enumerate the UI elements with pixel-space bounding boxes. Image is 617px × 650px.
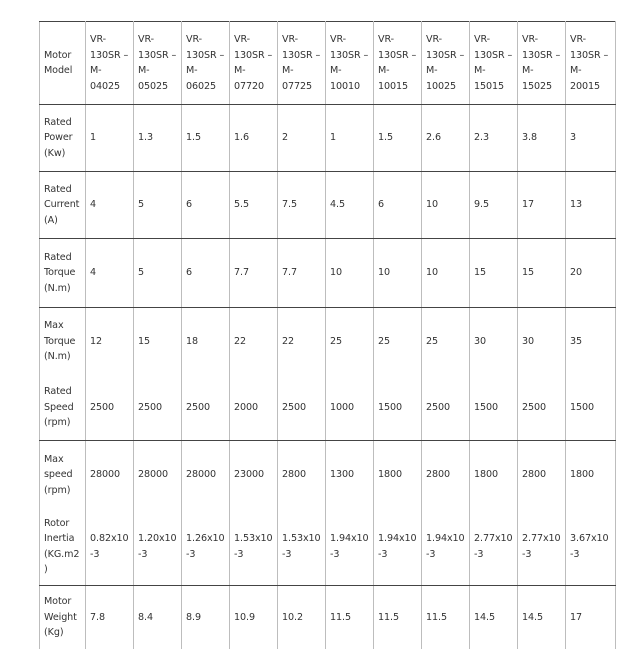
row-label-cell xyxy=(40,239,86,308)
model-header-cell-text: VR- 130SR – M- 10010 xyxy=(330,34,369,92)
value-cell xyxy=(230,441,278,509)
value-cell xyxy=(182,308,230,375)
value-cell xyxy=(230,586,278,649)
row-label-cell-text: Motor Weight (Kg) xyxy=(44,596,77,638)
row-label-cell xyxy=(40,441,86,509)
value-cell xyxy=(182,172,230,239)
value-cell xyxy=(422,172,470,239)
value-cell xyxy=(86,375,134,441)
value-cell xyxy=(230,308,278,375)
model-header-cell-text: VR- 130SR – M- 05025 xyxy=(138,34,177,92)
row-rated-current xyxy=(40,172,616,239)
row-label-cell xyxy=(40,586,86,649)
motor-spec-table xyxy=(39,21,616,649)
value-cell-text: 7.7 xyxy=(234,267,249,279)
value-cell xyxy=(278,586,326,649)
value-cell-text: 1.53x10 -3 xyxy=(234,533,273,560)
value-cell-text: 1.26x10 -3 xyxy=(186,533,225,560)
value-cell-text: 10 xyxy=(378,267,391,279)
value-cell xyxy=(422,509,470,586)
value-cell xyxy=(278,375,326,441)
value-cell-text: 1000 xyxy=(330,401,355,413)
value-cell xyxy=(230,105,278,172)
value-cell-text: 6 xyxy=(378,199,385,211)
value-cell xyxy=(134,375,182,441)
value-cell xyxy=(470,172,518,239)
value-cell-text: 2 xyxy=(282,132,289,144)
value-cell-text: 2500 xyxy=(426,401,451,413)
value-cell-text: 15 xyxy=(522,267,535,279)
value-cell xyxy=(566,105,616,172)
value-cell xyxy=(374,308,422,375)
value-cell-text: 1.6 xyxy=(234,132,249,144)
value-cell xyxy=(374,172,422,239)
value-cell-text: 1500 xyxy=(378,401,403,413)
model-header-cell xyxy=(278,22,326,105)
value-cell xyxy=(422,586,470,649)
model-header-cell xyxy=(230,22,278,105)
value-cell xyxy=(182,375,230,441)
value-cell xyxy=(518,509,566,586)
value-cell xyxy=(518,441,566,509)
value-cell-text: 8.9 xyxy=(186,611,201,623)
value-cell xyxy=(374,105,422,172)
row-rated-power xyxy=(40,105,616,172)
row-label-cell-text: Rated Power (Kw) xyxy=(44,116,73,159)
value-cell-text: 1 xyxy=(330,132,337,144)
model-header-cell-text: VR- 130SR – M- 07725 xyxy=(282,34,321,92)
value-cell-text: 1.94x10 -3 xyxy=(426,533,465,560)
value-cell-text: 1.94x10 -3 xyxy=(330,533,369,560)
value-cell-text: 2000 xyxy=(234,401,259,413)
value-cell xyxy=(278,105,326,172)
value-cell-text: 15 xyxy=(138,335,151,347)
value-cell-text: 4.5 xyxy=(330,199,345,211)
value-cell xyxy=(326,441,374,509)
model-header-cell xyxy=(374,22,422,105)
value-cell xyxy=(230,239,278,308)
value-cell-text: 3 xyxy=(570,132,577,144)
value-cell xyxy=(326,586,374,649)
value-cell xyxy=(278,239,326,308)
value-cell-text: 2500 xyxy=(90,401,115,413)
value-cell xyxy=(422,375,470,441)
value-cell xyxy=(134,586,182,649)
value-cell-text: 11.5 xyxy=(330,611,351,623)
value-cell-text: 22 xyxy=(282,335,295,347)
value-cell xyxy=(134,172,182,239)
value-cell xyxy=(518,105,566,172)
value-cell xyxy=(470,105,518,172)
model-header-cell-text: VR- 130SR – M- 10015 xyxy=(378,34,417,92)
value-cell xyxy=(86,105,134,172)
value-cell-text: 1500 xyxy=(570,401,595,413)
value-cell-text: 7.7 xyxy=(282,267,297,279)
value-cell-text: 2500 xyxy=(138,401,163,413)
value-cell-text: 1.94x10 -3 xyxy=(378,533,417,560)
value-cell-text: 1500 xyxy=(474,401,499,413)
value-cell-text: 6 xyxy=(186,199,193,211)
value-cell xyxy=(326,105,374,172)
row-label-cell-text: Rated Speed (rpm) xyxy=(44,386,74,428)
value-cell-text: 2800 xyxy=(426,469,451,480)
model-header-cell xyxy=(422,22,470,105)
value-cell-text: 10.9 xyxy=(234,611,255,623)
value-cell-text: 1300 xyxy=(330,469,355,480)
value-cell-text: 11.5 xyxy=(378,611,399,623)
value-cell xyxy=(470,375,518,441)
value-cell xyxy=(326,375,374,441)
model-header-cell xyxy=(86,22,134,105)
value-cell-text: 1800 xyxy=(474,469,499,480)
value-cell-text: 23000 xyxy=(234,469,265,480)
value-cell-text: 28000 xyxy=(90,469,121,480)
value-cell-text: 1.5 xyxy=(378,132,393,144)
value-cell xyxy=(470,239,518,308)
value-cell-text: 1.53x10 -3 xyxy=(282,533,321,560)
model-header-cell-text: VR- 130SR – M- 10025 xyxy=(426,34,465,92)
row-rotor-inertia xyxy=(40,509,616,586)
value-cell-text: 7.8 xyxy=(90,611,105,623)
value-cell-text: 4 xyxy=(90,199,97,211)
value-cell-text: 10 xyxy=(330,267,343,279)
row-label-cell-text: Rotor Inertia (KG.m2 ) xyxy=(44,517,80,576)
row-rated-speed xyxy=(40,375,616,441)
value-cell-text: 2500 xyxy=(282,401,307,413)
value-cell-text: 17 xyxy=(570,611,583,623)
value-cell xyxy=(566,375,616,441)
value-cell-text: 18 xyxy=(186,335,199,347)
value-cell xyxy=(566,308,616,375)
value-cell xyxy=(518,375,566,441)
value-cell xyxy=(134,509,182,586)
value-cell xyxy=(518,586,566,649)
value-cell-text: 5 xyxy=(138,199,145,211)
value-cell xyxy=(134,105,182,172)
value-cell xyxy=(86,239,134,308)
header-label-cell-text: Motor Model xyxy=(44,49,73,76)
model-header-cell xyxy=(470,22,518,105)
value-cell-text: 10.2 xyxy=(282,611,303,623)
value-cell-text: 1.20x10 -3 xyxy=(138,533,177,560)
value-cell-text: 25 xyxy=(378,335,391,347)
value-cell xyxy=(422,239,470,308)
model-header-cell xyxy=(134,22,182,105)
value-cell-text: 14.5 xyxy=(474,611,495,623)
model-header-cell xyxy=(326,22,374,105)
value-cell xyxy=(470,586,518,649)
value-cell xyxy=(134,239,182,308)
row-label-cell xyxy=(40,308,86,375)
value-cell-text: 2.77x10 -3 xyxy=(522,533,561,560)
value-cell xyxy=(566,509,616,586)
model-header-cell-text: VR- 130SR – M- 20015 xyxy=(570,34,609,92)
value-cell-text: 2800 xyxy=(282,469,307,480)
value-cell-text: 10 xyxy=(426,199,439,211)
value-cell-text: 20 xyxy=(570,267,583,279)
row-max-speed xyxy=(40,441,616,509)
value-cell xyxy=(134,441,182,509)
value-cell-text: 12 xyxy=(90,335,103,347)
value-cell xyxy=(230,509,278,586)
row-label-cell xyxy=(40,172,86,239)
row-motor-weight xyxy=(40,586,616,649)
value-cell-text: 25 xyxy=(426,335,439,347)
value-cell-text: 9.5 xyxy=(474,199,489,211)
value-cell-text: 1800 xyxy=(570,469,595,480)
value-cell xyxy=(326,308,374,375)
value-cell-text: 17 xyxy=(522,199,535,211)
value-cell-text: 1.5 xyxy=(186,132,201,144)
value-cell xyxy=(182,509,230,586)
value-cell xyxy=(326,172,374,239)
value-cell xyxy=(278,172,326,239)
value-cell xyxy=(182,239,230,308)
row-label-cell xyxy=(40,509,86,586)
value-cell-text: 25 xyxy=(330,335,343,347)
value-cell-text: 28000 xyxy=(186,469,217,480)
value-cell xyxy=(230,375,278,441)
value-cell xyxy=(566,172,616,239)
row-label-cell-text: Rated Torque (N.m) xyxy=(44,251,76,294)
value-cell-text: 1.3 xyxy=(138,132,153,144)
value-cell xyxy=(86,441,134,509)
model-header-cell-text: VR- 130SR – M- 04025 xyxy=(90,34,129,92)
value-cell-text: 6 xyxy=(186,267,193,279)
value-cell-text: 2.77x10 -3 xyxy=(474,533,513,560)
value-cell xyxy=(566,586,616,649)
value-cell-text: 3.8 xyxy=(522,132,537,144)
model-header-cell-text: VR- 130SR – M- 15025 xyxy=(522,34,561,92)
value-cell-text: 15 xyxy=(474,267,487,279)
value-cell-text: 2500 xyxy=(522,401,547,413)
value-cell xyxy=(518,172,566,239)
value-cell xyxy=(182,586,230,649)
value-cell-text: 30 xyxy=(474,335,487,347)
header-label-cell xyxy=(40,22,86,105)
value-cell xyxy=(278,509,326,586)
value-cell xyxy=(86,172,134,239)
value-cell-text: 4 xyxy=(90,267,97,279)
row-label-cell xyxy=(40,375,86,441)
model-header-cell-text: VR- 130SR – M- 06025 xyxy=(186,34,225,92)
model-header-cell-text: VR- 130SR – M- 07720 xyxy=(234,34,273,92)
value-cell xyxy=(374,586,422,649)
value-cell-text: 1800 xyxy=(378,469,403,480)
value-cell xyxy=(86,308,134,375)
row-rated-torque xyxy=(40,239,616,308)
value-cell-text: 3.67x10 -3 xyxy=(570,533,609,560)
value-cell xyxy=(422,441,470,509)
value-cell xyxy=(182,441,230,509)
value-cell xyxy=(518,239,566,308)
value-cell xyxy=(86,509,134,586)
value-cell-text: 11.5 xyxy=(426,611,447,623)
value-cell xyxy=(374,509,422,586)
value-cell xyxy=(566,239,616,308)
value-cell xyxy=(278,441,326,509)
value-cell-text: 2.3 xyxy=(474,132,489,144)
value-cell xyxy=(326,509,374,586)
value-cell-text: 14.5 xyxy=(522,611,543,623)
value-cell xyxy=(230,172,278,239)
value-cell xyxy=(278,308,326,375)
header-row xyxy=(40,22,616,105)
value-cell-text: 2.6 xyxy=(426,132,441,144)
value-cell xyxy=(134,308,182,375)
value-cell xyxy=(374,441,422,509)
model-header-cell xyxy=(182,22,230,105)
value-cell-text: 30 xyxy=(522,335,535,347)
value-cell xyxy=(470,509,518,586)
model-header-cell xyxy=(566,22,616,105)
value-cell-text: 13 xyxy=(570,199,583,211)
value-cell xyxy=(470,441,518,509)
value-cell-text: 28000 xyxy=(138,469,169,480)
row-label-cell-text: Max speed (rpm) xyxy=(44,453,73,496)
value-cell xyxy=(326,239,374,308)
value-cell-text: 5 xyxy=(138,267,145,279)
model-header-cell xyxy=(518,22,566,105)
value-cell-text: 10 xyxy=(426,267,439,279)
value-cell xyxy=(374,375,422,441)
value-cell-text: 7.5 xyxy=(282,199,297,211)
value-cell xyxy=(182,105,230,172)
value-cell xyxy=(422,308,470,375)
value-cell xyxy=(470,308,518,375)
value-cell xyxy=(374,239,422,308)
value-cell-text: 22 xyxy=(234,335,247,347)
value-cell-text: 2500 xyxy=(186,401,211,413)
model-header-cell-text: VR- 130SR – M- 15015 xyxy=(474,34,513,92)
row-label-cell xyxy=(40,105,86,172)
value-cell xyxy=(86,586,134,649)
value-cell-text: 35 xyxy=(570,335,583,347)
value-cell-text: 8.4 xyxy=(138,611,153,623)
row-max-torque xyxy=(40,308,616,375)
row-label-cell-text: Max Torque (N.m) xyxy=(44,320,76,362)
value-cell xyxy=(518,308,566,375)
value-cell-text: 1 xyxy=(90,132,97,144)
value-cell xyxy=(566,441,616,509)
value-cell xyxy=(422,105,470,172)
value-cell-text: 5.5 xyxy=(234,199,249,211)
value-cell-text: 0.82x10 -3 xyxy=(90,533,129,560)
row-label-cell-text: Rated Current (A) xyxy=(44,183,80,226)
value-cell-text: 2800 xyxy=(522,469,547,480)
